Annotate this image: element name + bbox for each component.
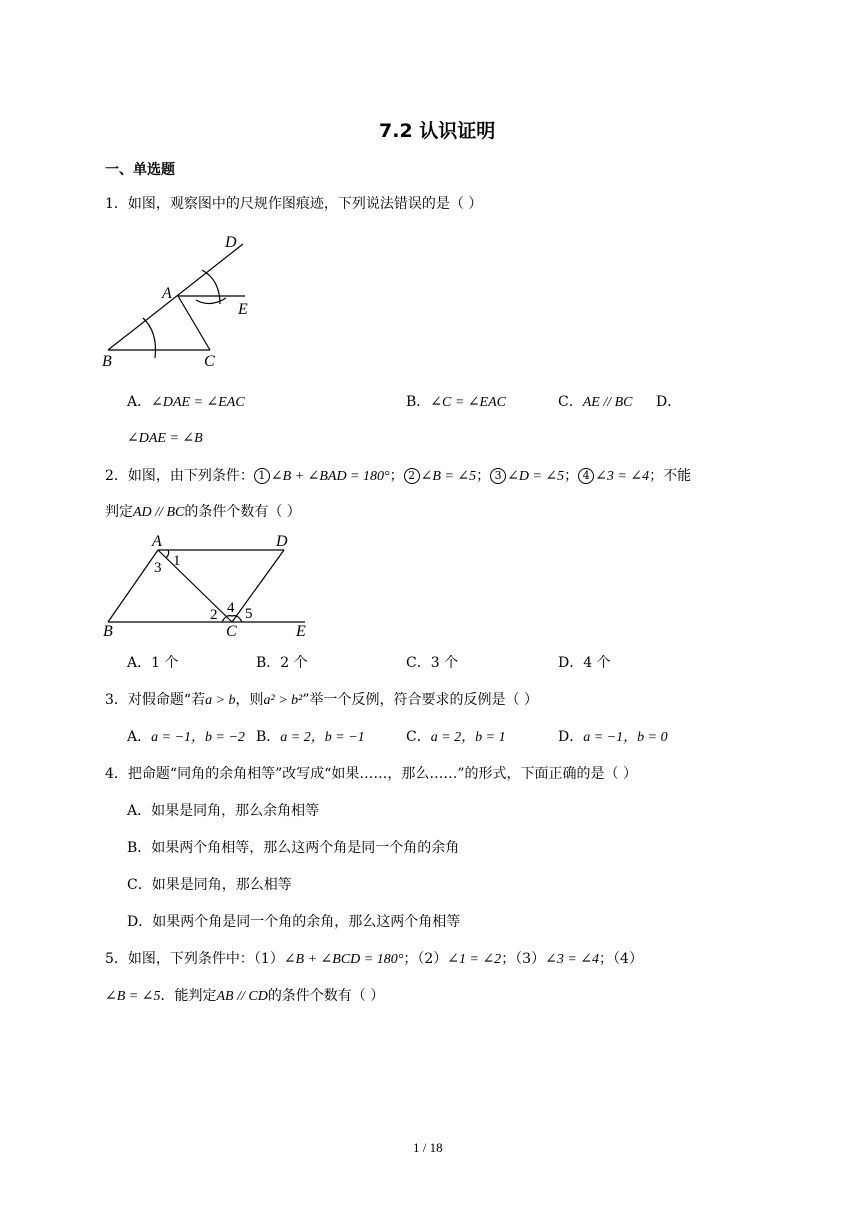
q2-label-a: A <box>152 533 162 550</box>
q1-arc-b <box>143 318 156 358</box>
q4-option-c[interactable]: C．如果是同角，那么相等 <box>127 877 292 893</box>
q1-line-bd <box>108 244 243 350</box>
circled-four: 4 <box>578 468 594 484</box>
q1-option-b[interactable]: B．∠C = ∠EAC <box>406 394 506 410</box>
q2-label-b: B <box>103 623 113 640</box>
q4-option-d[interactable]: D．如果两个角是同一个角的余角，那么这两个角相等 <box>127 914 461 930</box>
q2-label-c: C <box>226 623 237 640</box>
q2-option-a[interactable]: A．1 个 <box>127 655 179 671</box>
circled-three: 3 <box>490 468 506 484</box>
page-number: 1 / 18 <box>413 1140 443 1155</box>
q5-stem-line1: 5．如图，下列条件中：（1）∠B + ∠BCD = 180°；（2）∠1 = ∠2；（3）∠3 = ∠4；（4） <box>105 951 643 967</box>
q2-line-ac <box>158 550 232 622</box>
q3-option-a[interactable]: A．a = −1，b = −2 <box>127 729 245 745</box>
q1-label-c: C <box>204 353 215 370</box>
q2-option-b[interactable]: B．2 个 <box>256 655 308 671</box>
q2-label-d: D <box>276 533 288 550</box>
q1-label-e: E <box>238 301 248 318</box>
q2-angle-1-arc <box>166 550 169 558</box>
q2-angle-2: 2 <box>210 607 218 623</box>
q1-line-ac <box>178 296 210 350</box>
q2-line-ba <box>108 550 158 622</box>
section-heading: 一、单选题 <box>105 162 175 178</box>
q3-option-c[interactable]: C．a = 2，b = 1 <box>406 729 506 745</box>
circled-one: 1 <box>254 468 270 484</box>
q3-option-b[interactable]: B．a = 2，b = −1 <box>256 729 365 745</box>
q1-arc-a-outer <box>202 270 220 304</box>
q2-angle-4: 4 <box>227 600 235 616</box>
q2-angle-3: 3 <box>154 560 162 576</box>
q2-line-dc <box>232 550 284 622</box>
q1-option-d-math: ∠DAE = ∠B <box>127 431 203 446</box>
q2-label-e: E <box>296 623 306 640</box>
q2-line2: 判定AD // BC的条件个数有（ ） <box>105 504 301 520</box>
q4-stem: 4．把命题“同角的余角相等”改写成“如果……，那么……”的形式，下面正确的是（ ） <box>105 766 637 782</box>
q2-angle-1: 1 <box>173 553 181 569</box>
q4-option-b[interactable]: B．如果两个角相等，那么这两个角是同一个角的余角 <box>127 840 460 856</box>
q2-line1: 2．如图，由下列条件： 1 ∠B + ∠BAD = 180°； 2 ∠B = ∠5； 3 ∠D = ∠5； 4 ∠3 = ∠4；不能 <box>105 468 692 484</box>
q3-option-d[interactable]: D．a = −1，b = 0 <box>558 729 668 745</box>
q1-figure <box>100 232 260 372</box>
q4-option-a[interactable]: A．如果是同角，那么余角相等 <box>127 803 320 819</box>
page-title: 7.2 认识证明 <box>379 120 496 142</box>
q2-angle-5: 5 <box>245 606 253 622</box>
circled-two: 2 <box>404 468 420 484</box>
q1-label-d: D <box>225 234 237 251</box>
q5-stem-line2: ∠B = ∠5．能判定AB // CD的条件个数有（ ） <box>105 988 385 1004</box>
q2-figure <box>100 530 320 642</box>
q1-option-d-label[interactable]: D． <box>656 394 682 410</box>
q1-label-a: A <box>162 285 172 302</box>
q1-arc-a-inner <box>196 298 226 304</box>
q2-option-c[interactable]: C．3 个 <box>406 655 459 671</box>
q1-stem: 1．如图，观察图中的尺规作图痕迹，下列说法错误的是（ ） <box>105 196 483 212</box>
q2-option-d[interactable]: D．4 个 <box>558 655 611 671</box>
q1-label-b: B <box>102 353 112 370</box>
q1-option-c[interactable]: C．AE // BC <box>558 394 633 410</box>
q3-stem: 3．对假命题“若a > b，则a² > b²”举一个反例，符合要求的反例是（ ） <box>105 692 538 708</box>
q1-option-a[interactable]: A．∠DAE = ∠EAC <box>127 394 245 410</box>
